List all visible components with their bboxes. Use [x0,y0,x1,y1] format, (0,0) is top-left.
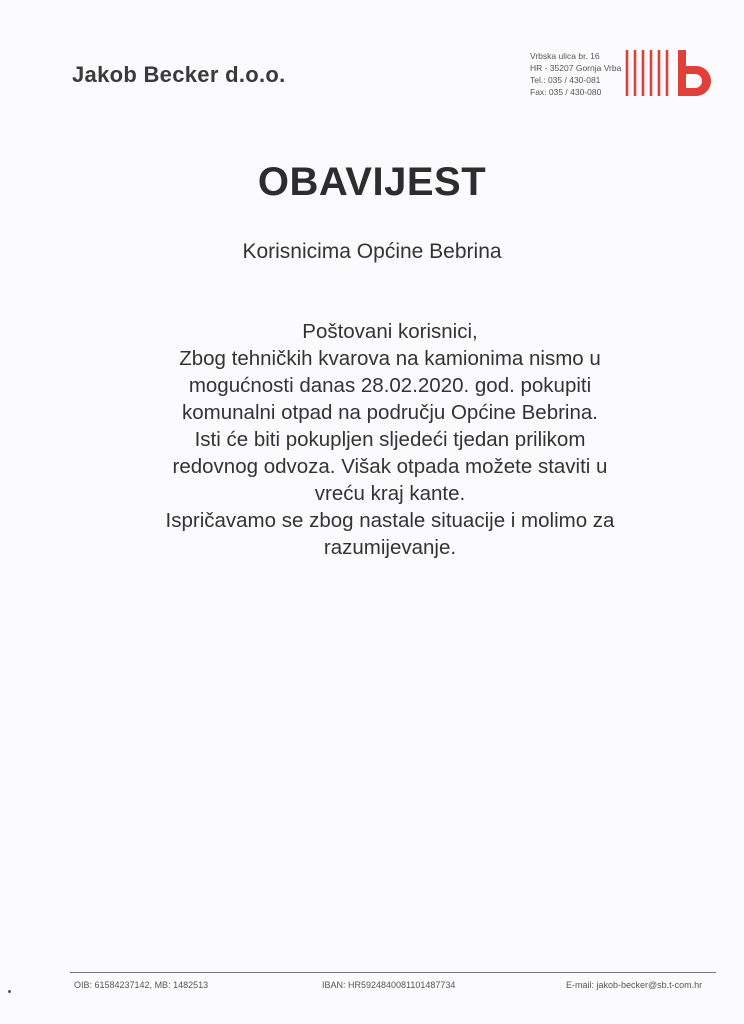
body-line-greeting: Poštovani korisnici, [302,320,478,343]
address-phone: Tel.: 035 / 430-081 [530,75,601,85]
jakob-becker-logo-icon [623,48,715,98]
body-line: vreću kraj kante. [314,482,466,505]
body-line: Isti će biti pokupljen sljedeći tjedan prilikom [194,428,586,451]
company-name: Jakob Becker d.o.o. [72,62,286,87]
body-line: Zbog tehničkih kvarova na kamionima nismo u [179,347,601,370]
notice-title: OBAVIJEST [257,160,487,204]
body-line: komunalni otpad na području Općine Bebrina. [182,401,598,424]
body-line: razumijevanje. [323,536,457,559]
body-line: redovnog odvoza. Višak otpada možete staviti u [172,455,608,478]
footer-email: E-mail: jakob-becker@sb.t-com.hr [566,980,703,990]
body-line: mogućnosti danas 28.02.2020. god. pokupiti [188,374,592,397]
address-fax: Fax: 035 / 430-080 [530,87,602,97]
footer-divider [70,972,716,973]
footer-iban: IBAN: HR5924840081101487734 [322,980,456,990]
address-block [530,50,621,98]
scan-speck [8,990,11,993]
body-line: Ispričavamo se zbog nastale situacije i molimo za [165,509,615,532]
notice-recipient: Korisnicima Općine Bebrina [242,240,502,263]
address-street: Vrbska ulica br. 16 [530,51,600,61]
address-city: HR - 35207 Gornja Vrba [530,63,622,73]
footer-oib-mb: OIB: 61584237142, MB: 1482513 [74,980,209,990]
notice-body [110,318,670,561]
